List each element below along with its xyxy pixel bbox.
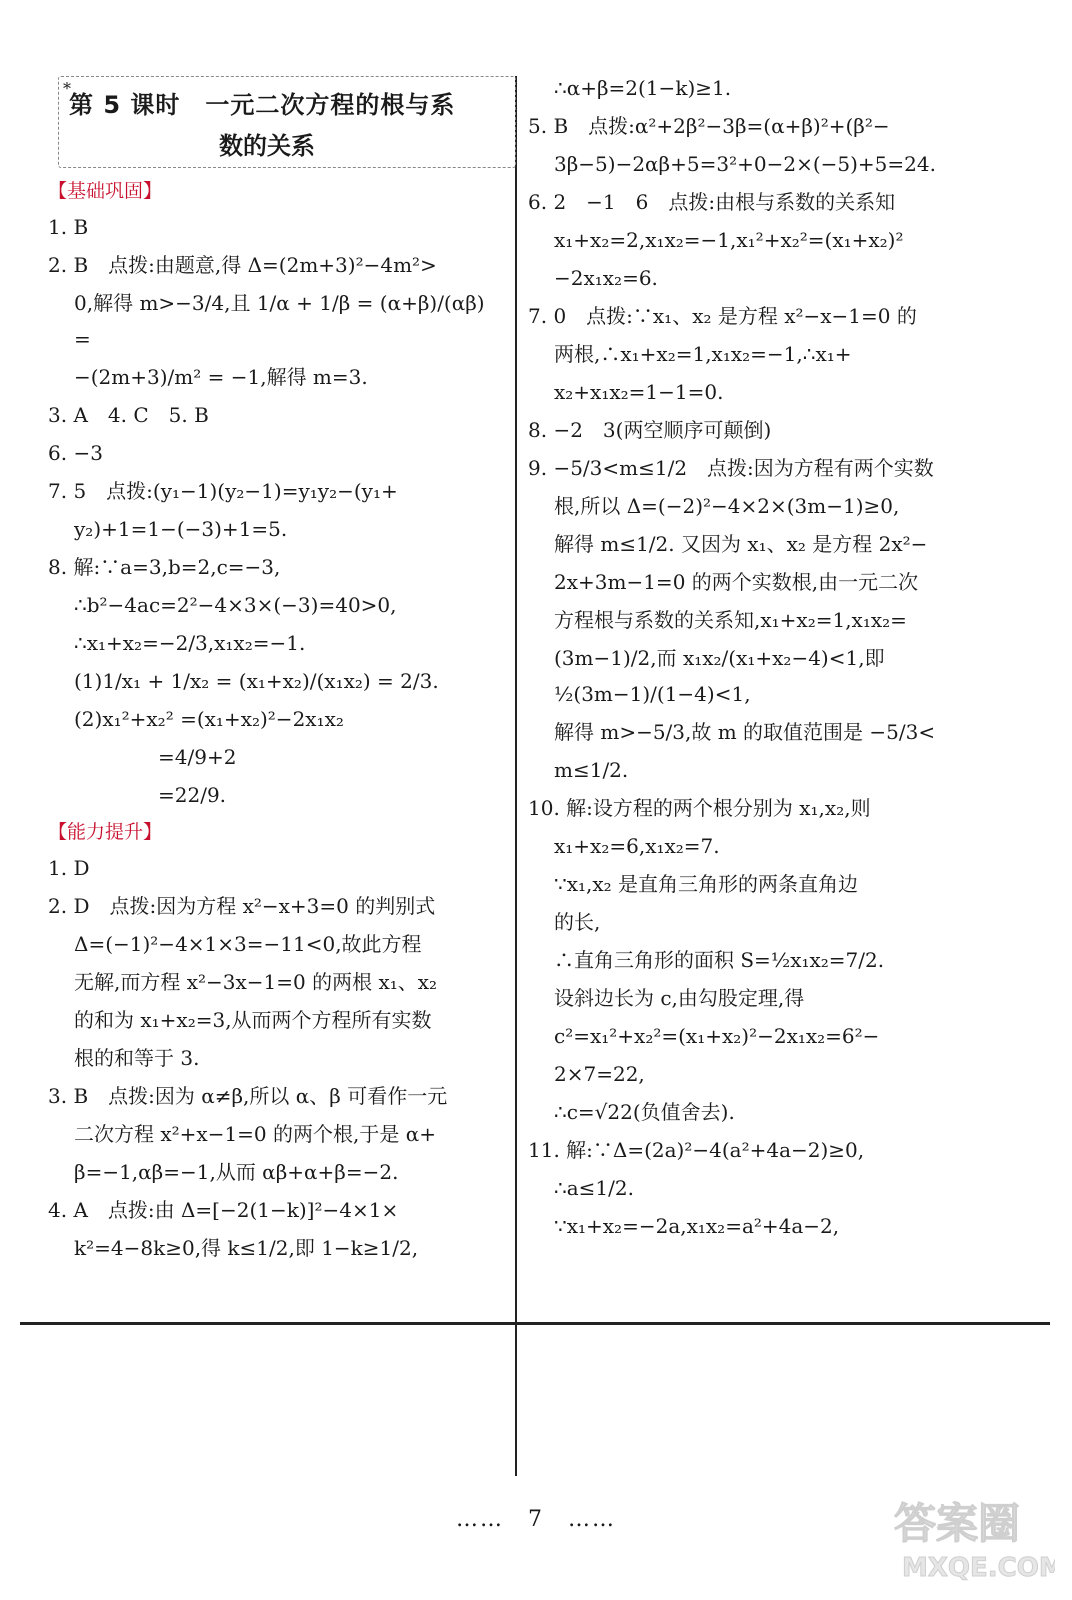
answer-line: 的长,	[554, 910, 601, 934]
answer-line: 两根,∴x₁+x₂=1,x₁x₂=−1,∴x₁+	[554, 342, 852, 366]
answer-line: 7. 5 点拨:(y₁−1)(y₂−1)=y₁y₂−(y₁+	[48, 479, 398, 503]
answer-line: 解得 m≤1/2. 又因为 x₁、x₂ 是方程 2x²−	[554, 532, 928, 556]
title-star: *	[63, 79, 71, 98]
answer-line: 8. 解:∵a=3,b=2,c=−3,	[48, 555, 281, 579]
lesson-title-box	[58, 76, 516, 168]
answer-line: x₁+x₂=6,x₁x₂=7.	[554, 834, 720, 858]
answer-line: −2x₁x₂=6.	[554, 266, 658, 290]
answer-line: 5. B 点拨:α²+2β²−3β=(α+β)²+(β²−	[528, 114, 890, 138]
answer-line: 2×7=22,	[554, 1062, 645, 1086]
answer-line: 2x+3m−1=0 的两个实数根,由一元二次	[554, 570, 919, 594]
answer-line: −(2m+3)/m² = −1,解得 m=3.	[74, 365, 368, 389]
lesson-title-line2: 数的关系	[219, 132, 315, 160]
section-basic-heading: 【基础巩固】	[48, 180, 163, 202]
answer-line: (1)1/x₁ + 1/x₂ = (x₁+x₂)/(x₁x₂) = 2/3.	[74, 669, 439, 693]
page-number: …… 7 ……	[456, 1507, 616, 1532]
watermark-svg	[880, 1480, 1055, 1590]
answer-line: β=−1,αβ=−1,从而 αβ+α+β=−2.	[74, 1160, 399, 1184]
answer-line: 根的和等于 3.	[74, 1046, 200, 1070]
answer-line: ∴a≤1/2.	[554, 1176, 634, 1200]
answer-line: y₂)+1=1−(−3)+1=5.	[74, 517, 288, 541]
answer-line: k²=4−8k≥0,得 k≤1/2,即 1−k≥1/2,	[74, 1236, 419, 1260]
left-column	[48, 70, 506, 1268]
answer-line: ∴直角三角形的面积 S=½x₁x₂=7/2.	[554, 948, 885, 972]
answer-line: 2. D 点拨:因为方程 x²−x+3=0 的判别式	[48, 894, 436, 918]
answer-line: ∵x₁+x₂=−2a,x₁x₂=a²+4a−2,	[554, 1214, 840, 1238]
answer-line: (3m−1)/2,而 x₁x₂/(x₁+x₂−4)<1,即 ½(3m−1)/(1−4)<1,	[554, 646, 885, 706]
answer-line: ∵x₁,x₂ 是直角三角形的两条直角边	[554, 872, 859, 896]
answer-line: Δ=(−1)²−4×1×3=−11<0,故此方程	[74, 932, 422, 956]
right-column	[528, 70, 988, 1246]
answer-line: 2. B 点拨:由题意,得 Δ=(2m+3)²−4m²>	[48, 253, 437, 277]
answer-line: 1. B	[48, 215, 89, 239]
answer-line: ∴c=√22(负值舍去).	[554, 1100, 735, 1124]
answer-line: =4/9+2	[158, 745, 237, 769]
answer-line: ∴b²−4ac=2²−4×3×(−3)=40>0,	[74, 593, 397, 617]
horizontal-rule	[20, 1322, 1050, 1325]
column-divider	[515, 76, 517, 1476]
answer-line: m≤1/2.	[554, 758, 629, 782]
watermark-line2: MXQE.COM	[902, 1553, 1055, 1583]
answer-line: 3. B 点拨:因为 α≠β,所以 α、β 可看作一元	[48, 1084, 448, 1108]
watermark-logo	[880, 1480, 1055, 1590]
answer-line: 6. 2 −1 6 点拨:由根与系数的关系知	[528, 190, 896, 214]
answer-line: 4. A 点拨:由 Δ=[−2(1−k)]²−4×1×	[48, 1198, 399, 1222]
lesson-title-line1: 第 5 课时 一元二次方程的根与系	[69, 91, 456, 119]
answer-line: 设斜边长为 c,由勾股定理,得	[554, 986, 805, 1010]
answer-line: 3. A 4. C 5. B	[48, 403, 209, 427]
watermark-line1: 答案圈	[894, 1499, 1021, 1548]
answer-line: 方程根与系数的关系知,x₁+x₂=1,x₁x₂=	[554, 608, 907, 632]
answer-line: =22/9.	[158, 783, 227, 807]
answer-line: 无解,而方程 x²−3x−1=0 的两根 x₁、x₂	[74, 970, 438, 994]
answer-line: 11. 解:∵Δ=(2a)²−4(a²+4a−2)≥0,	[528, 1138, 865, 1162]
answer-line: 6. −3	[48, 441, 103, 465]
answer-line: 10. 解:设方程的两个根分别为 x₁,x₂,则	[528, 796, 871, 820]
answer-line: ∴x₁+x₂=−2/3,x₁x₂=−1.	[74, 631, 306, 655]
answer-line: c²=x₁²+x₂²=(x₁+x₂)²−2x₁x₂=6²−	[554, 1024, 880, 1048]
answer-line: 9. −5/3<m≤1/2 点拨:因为方程有两个实数	[528, 456, 934, 480]
answer-line: (2)x₁²+x₂² =(x₁+x₂)²−2x₁x₂	[74, 707, 344, 731]
answer-line: 的和为 x₁+x₂=3,从而两个方程所有实数	[74, 1008, 432, 1032]
answer-line: 3β−5)−2αβ+5=3²+0−2×(−5)+5=24.	[554, 152, 936, 176]
answer-line: 0,解得 m>−3/4,且 1/α + 1/β = (α+β)/(αβ) =	[74, 291, 485, 351]
answer-line: 解得 m>−5/3,故 m 的取值范围是 −5/3<	[554, 720, 936, 744]
answer-line: 二次方程 x²+x−1=0 的两个根,于是 α+	[74, 1122, 436, 1146]
answer-line: 根,所以 Δ=(−2)²−4×2×(3m−1)≥0,	[554, 494, 900, 518]
answer-line: ∴α+β=2(1−k)≥1.	[554, 76, 732, 100]
answer-line: x₁+x₂=2,x₁x₂=−1,x₁²+x₂²=(x₁+x₂)²	[554, 228, 904, 252]
answer-line: 7. 0 点拨:∵x₁、x₂ 是方程 x²−x−1=0 的	[528, 304, 917, 328]
answer-line: 1. D	[48, 856, 90, 880]
answer-line: x₂+x₁x₂=1−1=0.	[554, 380, 724, 404]
section-advanced-heading: 【能力提升】	[48, 821, 163, 843]
answer-line: 8. −2 3(两空顺序可颠倒)	[528, 418, 772, 442]
